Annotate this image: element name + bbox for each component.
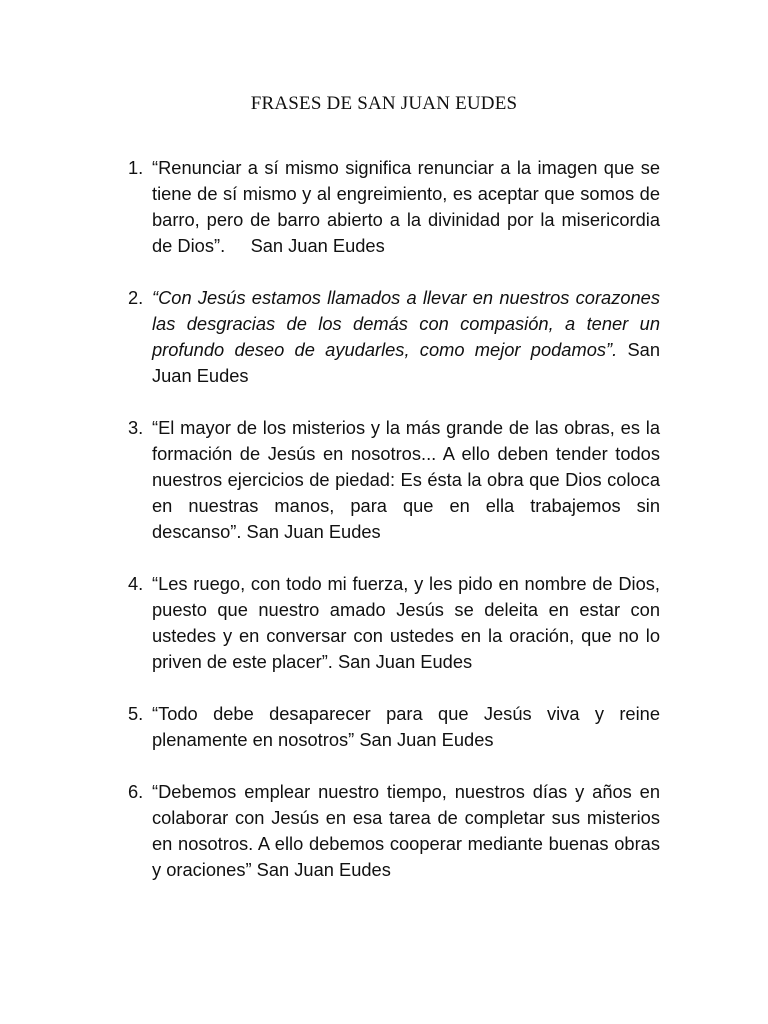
quote-item-5	[128, 701, 660, 753]
quote-body: “Debemos emplear nuestro tiempo, nuestros días y años en colaborar con Jesús en esa tarea de completar sus misterios en nosotros. A ello debemos cooperar mediante buenas obras y oraciones”	[152, 781, 660, 880]
quote-text	[152, 415, 660, 545]
quote-author: San Juan Eudes	[250, 235, 385, 256]
quote-body: “El mayor de los misterios y la más grande de las obras, es la formación de Jesús en nosotros... A ello deben tender todos nuestros ejercicios de piedad: Es ésta la obra que Dios coloca en nuestras manos, para que en ella trabajemos sin descanso”.	[152, 417, 660, 542]
quote-text	[152, 155, 660, 259]
quote-list	[128, 155, 660, 909]
quote-body: “Todo debe desaparecer para que Jesús viva y reine plenamente en nosotros”	[152, 703, 660, 750]
quote-item-1	[128, 155, 660, 259]
quote-author: San Juan Eudes	[246, 521, 381, 542]
quote-number: 6.	[128, 781, 144, 802]
quote-body: “Renunciar a sí mismo significa renunciar a la imagen que se tiene de sí mismo y al engreimiento, es aceptar que somos de barro, pero de barro abierto a la divinidad por la misericordia de Dios”.	[152, 157, 660, 256]
quote-item-6	[128, 779, 660, 883]
document-title: FRASES DE SAN JUAN EUDES	[250, 93, 518, 114]
quote-body: “Con Jesús estamos llamados a llevar en nuestros corazones las desgracias de los demás con compasión, a tener un profundo deseo de ayudarles, como mejor podamos”.	[152, 287, 660, 360]
quote-author: San Juan Eudes	[359, 729, 494, 750]
quote-text	[152, 285, 660, 389]
quote-text	[152, 779, 660, 883]
quote-number: 5.	[128, 703, 144, 724]
quote-body: “Les ruego, con todo mi fuerza, y les pido en nombre de Dios, puesto que nuestro amado Jesús se deleita en estar con ustedes y en conversar con ustedes en la oración, que no lo priven de este placer”.	[152, 573, 660, 672]
quote-number: 4.	[128, 573, 144, 594]
quote-number: 1.	[128, 157, 144, 178]
quote-text	[152, 571, 660, 675]
quote-item-4	[128, 571, 660, 675]
quote-text	[152, 701, 660, 753]
quote-item-2	[128, 285, 660, 389]
quote-author: San Juan Eudes	[256, 859, 391, 880]
quote-author: San Juan Eudes	[337, 651, 473, 672]
quote-author: San Juan Eudes	[152, 339, 660, 386]
quote-number: 2.	[128, 287, 144, 308]
quote-number: 3.	[128, 417, 144, 438]
quote-item-3	[128, 415, 660, 545]
